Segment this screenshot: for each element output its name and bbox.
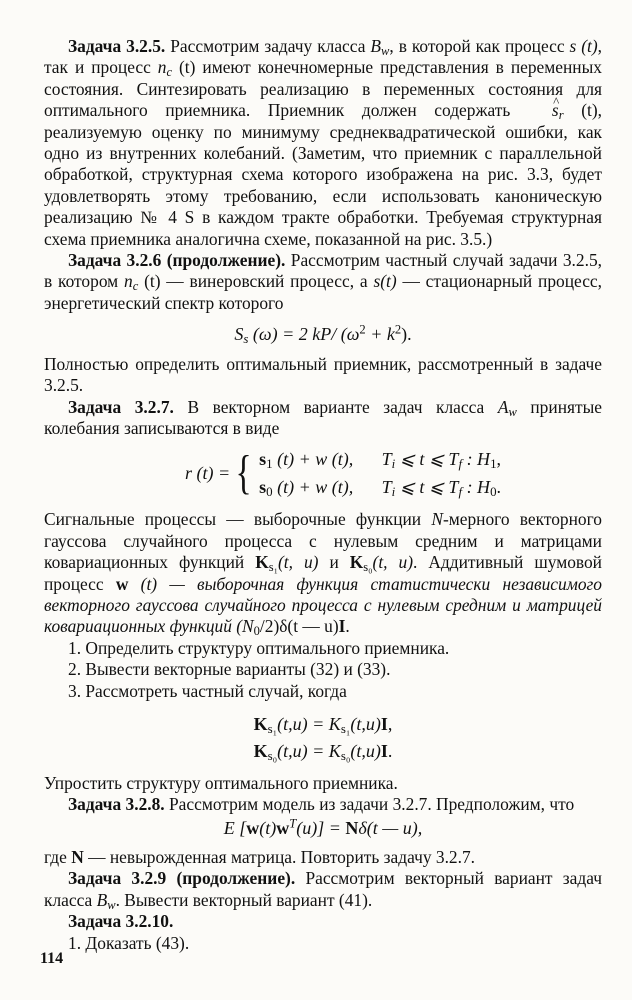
list-item: 3. Рассмотреть частный случай, когда [68,680,347,701]
covariance-formula-s1: $K_{s_1}(t,u) = K_{s_1}(t,u)I$, [253,713,393,737]
spectrum-formula: $S_s$ (ω) = 2 kP/ $(\omega^2 + k^2)$. [234,322,412,347]
task-label: Задача 3.2.9 (продолжение). [68,868,296,889]
list-item: 1. Определить структуру оптимального приемника. [68,637,450,658]
received-signal-system: r (t) = { $s_1$ (t) + w (t), $T_i$ ⩽ t ⩽ $T_f$ : $H_1$, $s_0$ (t) + w (t), $T_i$ ⩽ t ⩽ $T_f$ : $H_0$. [184,446,502,500]
case-h0: $s_0$ (t) + w (t), $T_i$ ⩽ t ⩽ $T_f$ : $H_0$. [259,477,502,500]
task-label: Задача 3.2.8. [68,794,165,815]
task-3-2-8-paragraph: Задача 3.2.8. Рассмотрим модель из задачи 3.2.7. Предположим, что [68,794,575,815]
noise-covariance-formula: E $[w(t)w^T(u)] = N\delta(t$ — u), [223,816,423,838]
task-label: Задача 3.2.6 (продолжение). [68,250,286,271]
task-3-2-5-paragraph: Задача 3.2.5. Рассмотрим задачу класса $B_w$, в которой как процесс s (t), так и процесс $n_c$ (t) имеют конечномерные представления в переменных состояния. Синтезировать реализацию в переменных состояния для оптимального приемника. Приемник должен содержать ^ $s_r$ (t), реализуемую оценку по минимуму среднеквадратической ошибки, как одно из внутренних колебаний. (Заметим, что приемник с параллельной обработкой, структурная схема которого изображена на рис. 3.3, будет удовлетворять этому требованию, если использовать каноническую реализацию № 4 S в каждом тракте обработки. Требуемая структурная схема приемника аналогична схеме, показанной на рис. 3.5.) [44,36,602,250]
task-3-2-10-paragraph [44,911,602,932]
case-h1: $s_1$ (t) + w (t), $T_i$ ⩽ t ⩽ $T_f$ : $H_1$, [259,449,502,472]
signal-processes-paragraph: Сигнальные процессы — выборочные функции N-мерного векторного гауссова случайного процесса с нулевым средним и матрицами ковариационных функций $K_{s_1}(t$, u) и $K_{s_0}(t$, u). Аддитивный шумовой процесс w (t) — выборочная функция статистически независимого векторного гауссова случайного процесса с нулевым средним и матрицей ковариационных функций $(N_0/2)\delta(t$ — u)I. [44,509,602,639]
page-number: 114 [40,950,64,967]
task-3-2-7-paragraph: Задача 3.2.7. В векторном варианте задач класса $A_w$ принятые колебания записываются в виде [44,396,602,438]
task-3-2-6-paragraph: Задача 3.2.6 (продолжение). Рассмотрим частный случай задачи 3.2.5, в котором $n_c$ (t) — винеровский процесс, а s(t) — стационарный процесс, энергетический спектр которого [44,250,602,313]
list-item: 1. Доказать (43). [68,932,190,953]
paragraph-nondegenerate: где N — невырожденная матрица. Повторить задачу 3.2.7. [44,847,476,867]
covariance-formula-s0: $K_{s_0}(t,u) = K_{s_0}(t,u)I$. [253,741,393,764]
cases [259,445,501,501]
list-item: 2. Вывести векторные варианты (32) и (33). [68,659,391,680]
left-brace: { [235,446,252,500]
task-label: Задача 3.2.7. [68,396,174,417]
task-label: Задача 3.2.5. [68,36,166,56]
paragraph-simplify: Упростить структуру оптимального приемника. [44,772,398,793]
paragraph-determine-receiver: Полностью определить оптимальный приемник, рассмотренный в задаче 3.2.5. [44,353,602,396]
task-3-2-9-paragraph: Задача 3.2.9 (продолжение). Рассмотрим векторный вариант задач класса $B_w$. Вывести векторный вариант (41). [44,868,602,912]
task-label: Задача 3.2.10. [68,911,174,932]
